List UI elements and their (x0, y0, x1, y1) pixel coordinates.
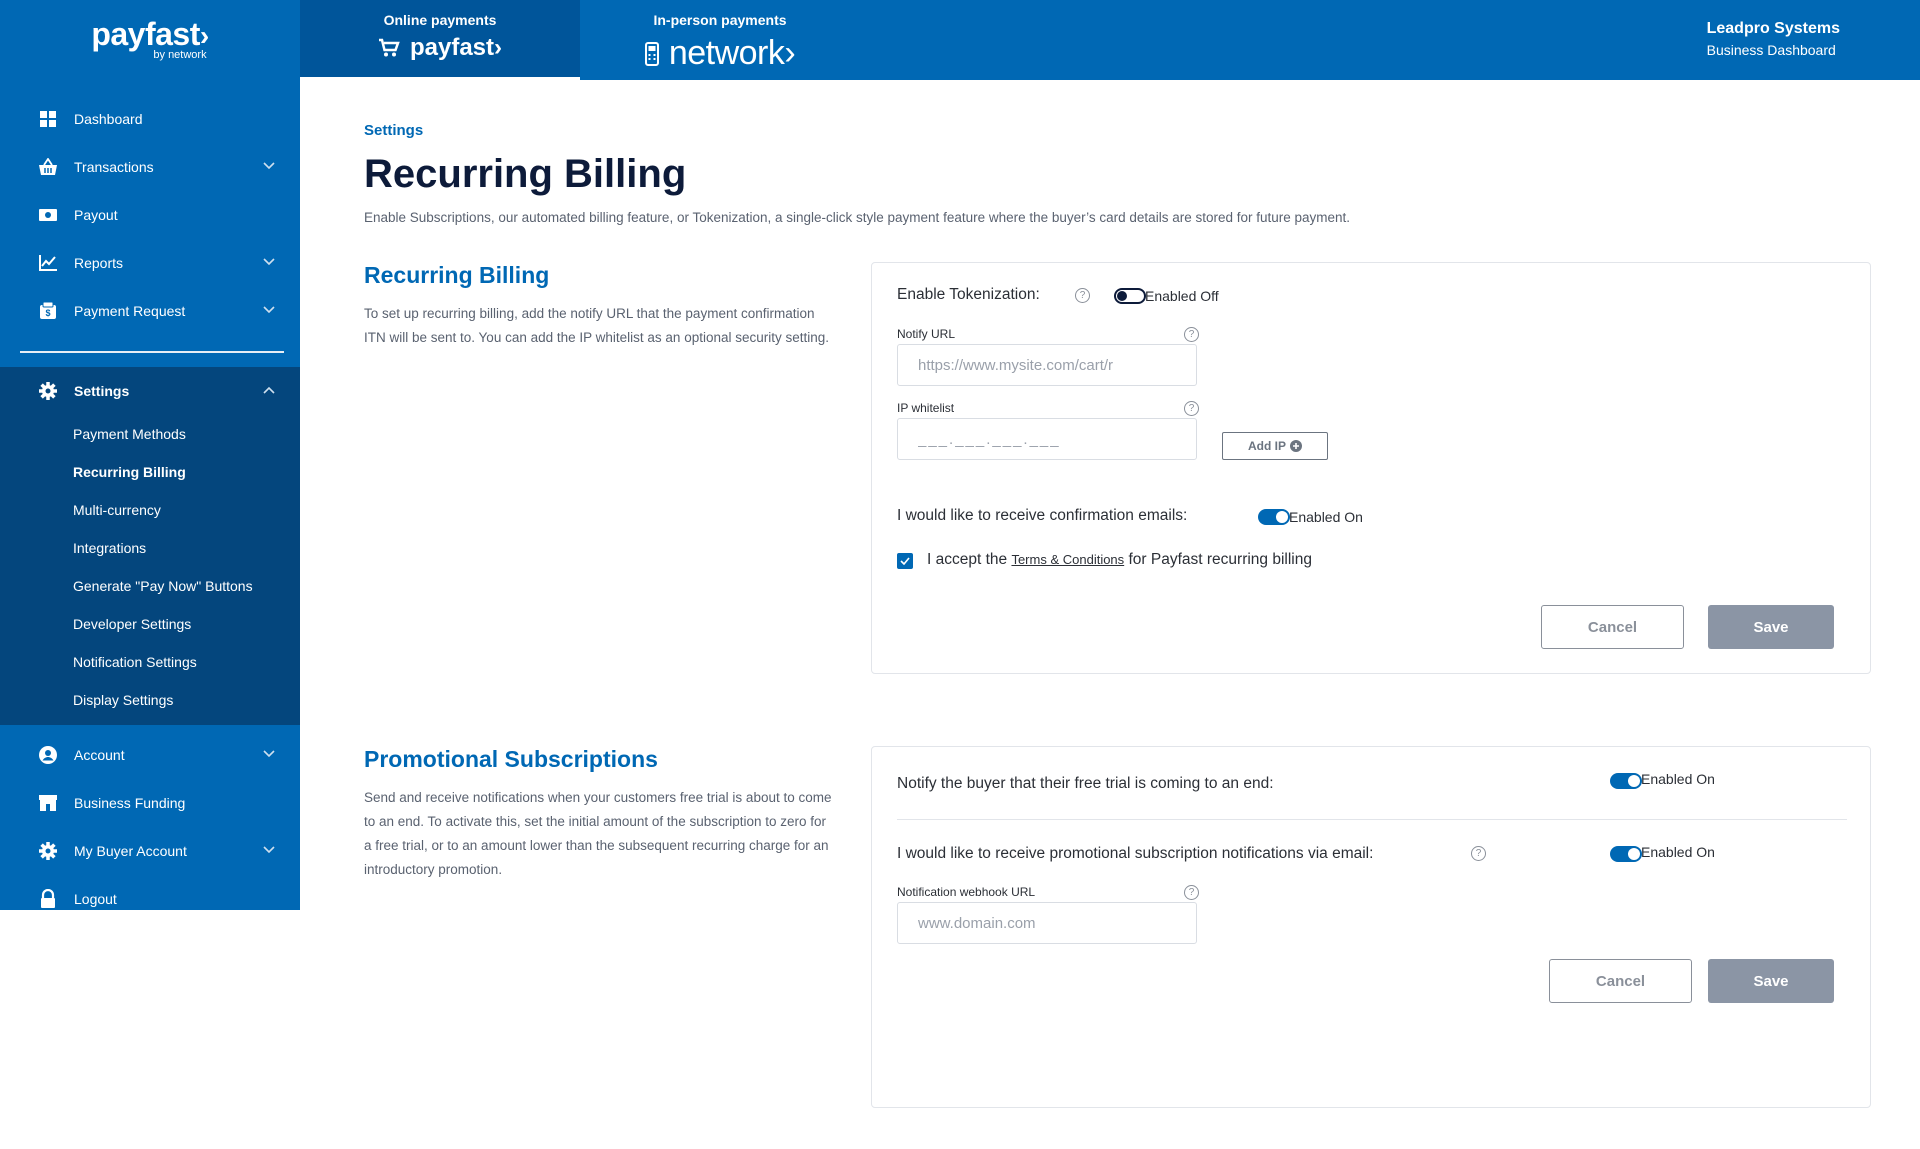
breadcrumb[interactable]: Settings (364, 122, 424, 139)
add-ip-button[interactable] (1222, 432, 1328, 460)
chevron-down-icon (262, 255, 276, 269)
tab-in-person-label: In-person payments (653, 12, 787, 28)
webhook-url-label: Notification webhook URL (897, 885, 1036, 899)
sidebar-divider (20, 351, 284, 353)
sidebar-item-label: Business Funding (74, 795, 186, 811)
free-trial-notify-toggle[interactable] (1610, 773, 1642, 789)
tab-online-label: Online payments (383, 12, 497, 28)
recurring-billing-section-title: Recurring Billing (364, 262, 550, 288)
sidebar-subitem-developer-settings[interactable]: Developer Settings (73, 616, 192, 632)
confirmation-emails-toggle-state: Enabled On (1289, 509, 1363, 525)
sidebar-item-reports[interactable] (0, 239, 300, 287)
payment-request-icon (38, 301, 58, 321)
help-icon[interactable]: ? (1471, 846, 1486, 861)
brand-logo[interactable] (0, 0, 300, 80)
brand-logo-text: payfast (91, 16, 200, 52)
sidebar-item-label: My Buyer Account (74, 843, 187, 859)
card-terminal-icon (645, 42, 659, 66)
promotional-section-description: Send and receive notifications when your customers free trial is about to come to an end. To activate this, set the initial amount of the subscription to zero for a free trial, or to an amount lower than the subsequent recurring charge for an introductory promotion. (364, 790, 832, 877)
ip-whitelist-label: IP whitelist (897, 401, 955, 415)
promo-email-toggle[interactable] (1610, 846, 1642, 862)
page-description: Enable Subscriptions, our automated billing feature, or Tokenization, a single-click style payment feature where the buyer’s card details are stored for future payment. (364, 210, 1351, 225)
sidebar-item-logout[interactable] (0, 875, 300, 910)
ip-whitelist-input[interactable] (897, 418, 1197, 460)
accept-terms-text (927, 551, 1312, 569)
gear-icon (38, 381, 58, 401)
brand-logo-chevron: › (199, 20, 209, 51)
promo-save-button[interactable]: Save (1708, 959, 1834, 1003)
dashboard-grid-icon (38, 109, 58, 129)
sidebar-item-payment-request[interactable] (0, 287, 300, 335)
gear-icon (38, 841, 58, 861)
sidebar-subitem-pay-now-buttons[interactable]: Generate "Pay Now" Buttons (73, 578, 253, 594)
free-trial-notify-toggle-state: Enabled On (1641, 771, 1715, 787)
sidebar-item-dashboard[interactable] (0, 95, 300, 143)
promo-email-label: I would like to receive promotional subscription notifications via email: (897, 845, 1374, 862)
tokenization-toggle-state: Enabled Off (1145, 288, 1219, 304)
checkmark-icon (900, 557, 910, 565)
tab-online-payments[interactable] (300, 0, 580, 80)
merchant-name: Leadpro Systems (1706, 20, 1840, 37)
sidebar-subitem-multi-currency[interactable]: Multi-currency (73, 502, 161, 518)
chevron-down-icon (262, 159, 276, 173)
payout-icon (38, 205, 58, 225)
merchant-info[interactable] (1707, 20, 1840, 58)
recurring-save-button[interactable]: Save (1708, 605, 1834, 649)
tab-in-person-logo: network› (668, 34, 796, 72)
accept-terms-prefix: I accept the (927, 551, 1008, 568)
store-icon (38, 793, 58, 813)
sidebar-subitem-recurring-billing[interactable]: Recurring Billing (73, 464, 186, 480)
recurring-cancel-button[interactable]: Cancel (1541, 605, 1684, 649)
chevron-down-icon (262, 843, 276, 857)
help-icon[interactable]: ? (1184, 401, 1199, 416)
tab-online-logo: payfast› (409, 34, 503, 61)
chart-line-icon (38, 253, 58, 273)
user-icon (38, 745, 58, 765)
tab-in-person-payments[interactable] (580, 0, 860, 80)
tokenization-toggle[interactable] (1114, 288, 1146, 304)
sidebar-subitem-notification-settings[interactable]: Notification Settings (73, 654, 197, 670)
sidebar-item-label: Payment Request (74, 303, 186, 319)
sidebar-item-business-funding[interactable] (0, 779, 300, 827)
sidebar-subitem-integrations[interactable]: Integrations (73, 540, 147, 556)
sidebar-item-payout[interactable] (0, 191, 300, 239)
tokenization-label: Enable Tokenization: (897, 286, 1040, 303)
terms-conditions-link[interactable]: Terms & Conditions (1011, 552, 1125, 567)
chevron-up-icon (262, 383, 276, 397)
confirmation-emails-toggle[interactable] (1258, 509, 1290, 525)
sidebar-subitem-payment-methods[interactable]: Payment Methods (73, 426, 186, 442)
sidebar-item-label: Reports (74, 255, 124, 271)
cart-icon (378, 38, 400, 58)
accept-terms-suffix: for Payfast recurring billing (1128, 551, 1312, 568)
basket-icon (38, 157, 58, 177)
page-title: Recurring Billing (364, 152, 687, 196)
plus-circle-icon (1290, 440, 1302, 452)
promotional-subscriptions-card (871, 746, 1871, 1108)
sidebar-item-label: Logout (74, 891, 117, 907)
sidebar-item-my-buyer-account[interactable] (0, 827, 300, 875)
sidebar-item-label: Transactions (74, 159, 154, 175)
lock-icon (38, 889, 58, 909)
sidebar-item-account[interactable] (0, 731, 300, 779)
sidebar-item-transactions[interactable] (0, 143, 300, 191)
confirmation-emails-label: I would like to receive confirmation emails: (897, 507, 1188, 524)
help-icon[interactable]: ? (1075, 288, 1090, 303)
sidebar-item-label: Dashboard (74, 111, 143, 127)
sidebar-item-settings[interactable] (0, 367, 300, 415)
svg-text:$: $ (45, 308, 51, 318)
top-bar (0, 0, 1920, 80)
brand-subtitle: by network (153, 49, 207, 61)
sidebar-subitem-display-settings[interactable]: Display Settings (73, 692, 174, 708)
webhook-url-input[interactable] (897, 902, 1197, 944)
promo-email-toggle-state: Enabled On (1641, 844, 1715, 860)
promo-cancel-button[interactable]: Cancel (1549, 959, 1692, 1003)
free-trial-notify-label: Notify the buyer that their free trial is coming to an end: (897, 775, 1274, 792)
sidebar-item-label: Settings (74, 383, 130, 399)
notify-url-label: Notify URL (897, 327, 956, 341)
accept-terms-checkbox[interactable] (897, 553, 913, 569)
chevron-down-icon (262, 747, 276, 761)
promotional-section-title: Promotional Subscriptions (364, 746, 658, 772)
help-icon[interactable]: ? (1184, 885, 1199, 900)
sidebar (0, 80, 300, 910)
merchant-subtitle: Business Dashboard (1706, 42, 1836, 58)
settings-group (0, 367, 300, 725)
sidebar-item-label: Payout (74, 207, 118, 223)
add-ip-label: Add IP (1248, 439, 1286, 453)
sidebar-item-label: Account (74, 747, 125, 763)
notify-url-input[interactable] (897, 344, 1197, 386)
recurring-billing-card (871, 262, 1871, 674)
chevron-down-icon (262, 303, 276, 317)
card-divider (897, 819, 1847, 820)
help-icon[interactable]: ? (1184, 327, 1199, 342)
recurring-billing-section-description: To set up recurring billing, add the notify URL that the payment confirmation ITN will be sent to. You can add the IP whitelist as an optional security setting. (364, 306, 830, 345)
